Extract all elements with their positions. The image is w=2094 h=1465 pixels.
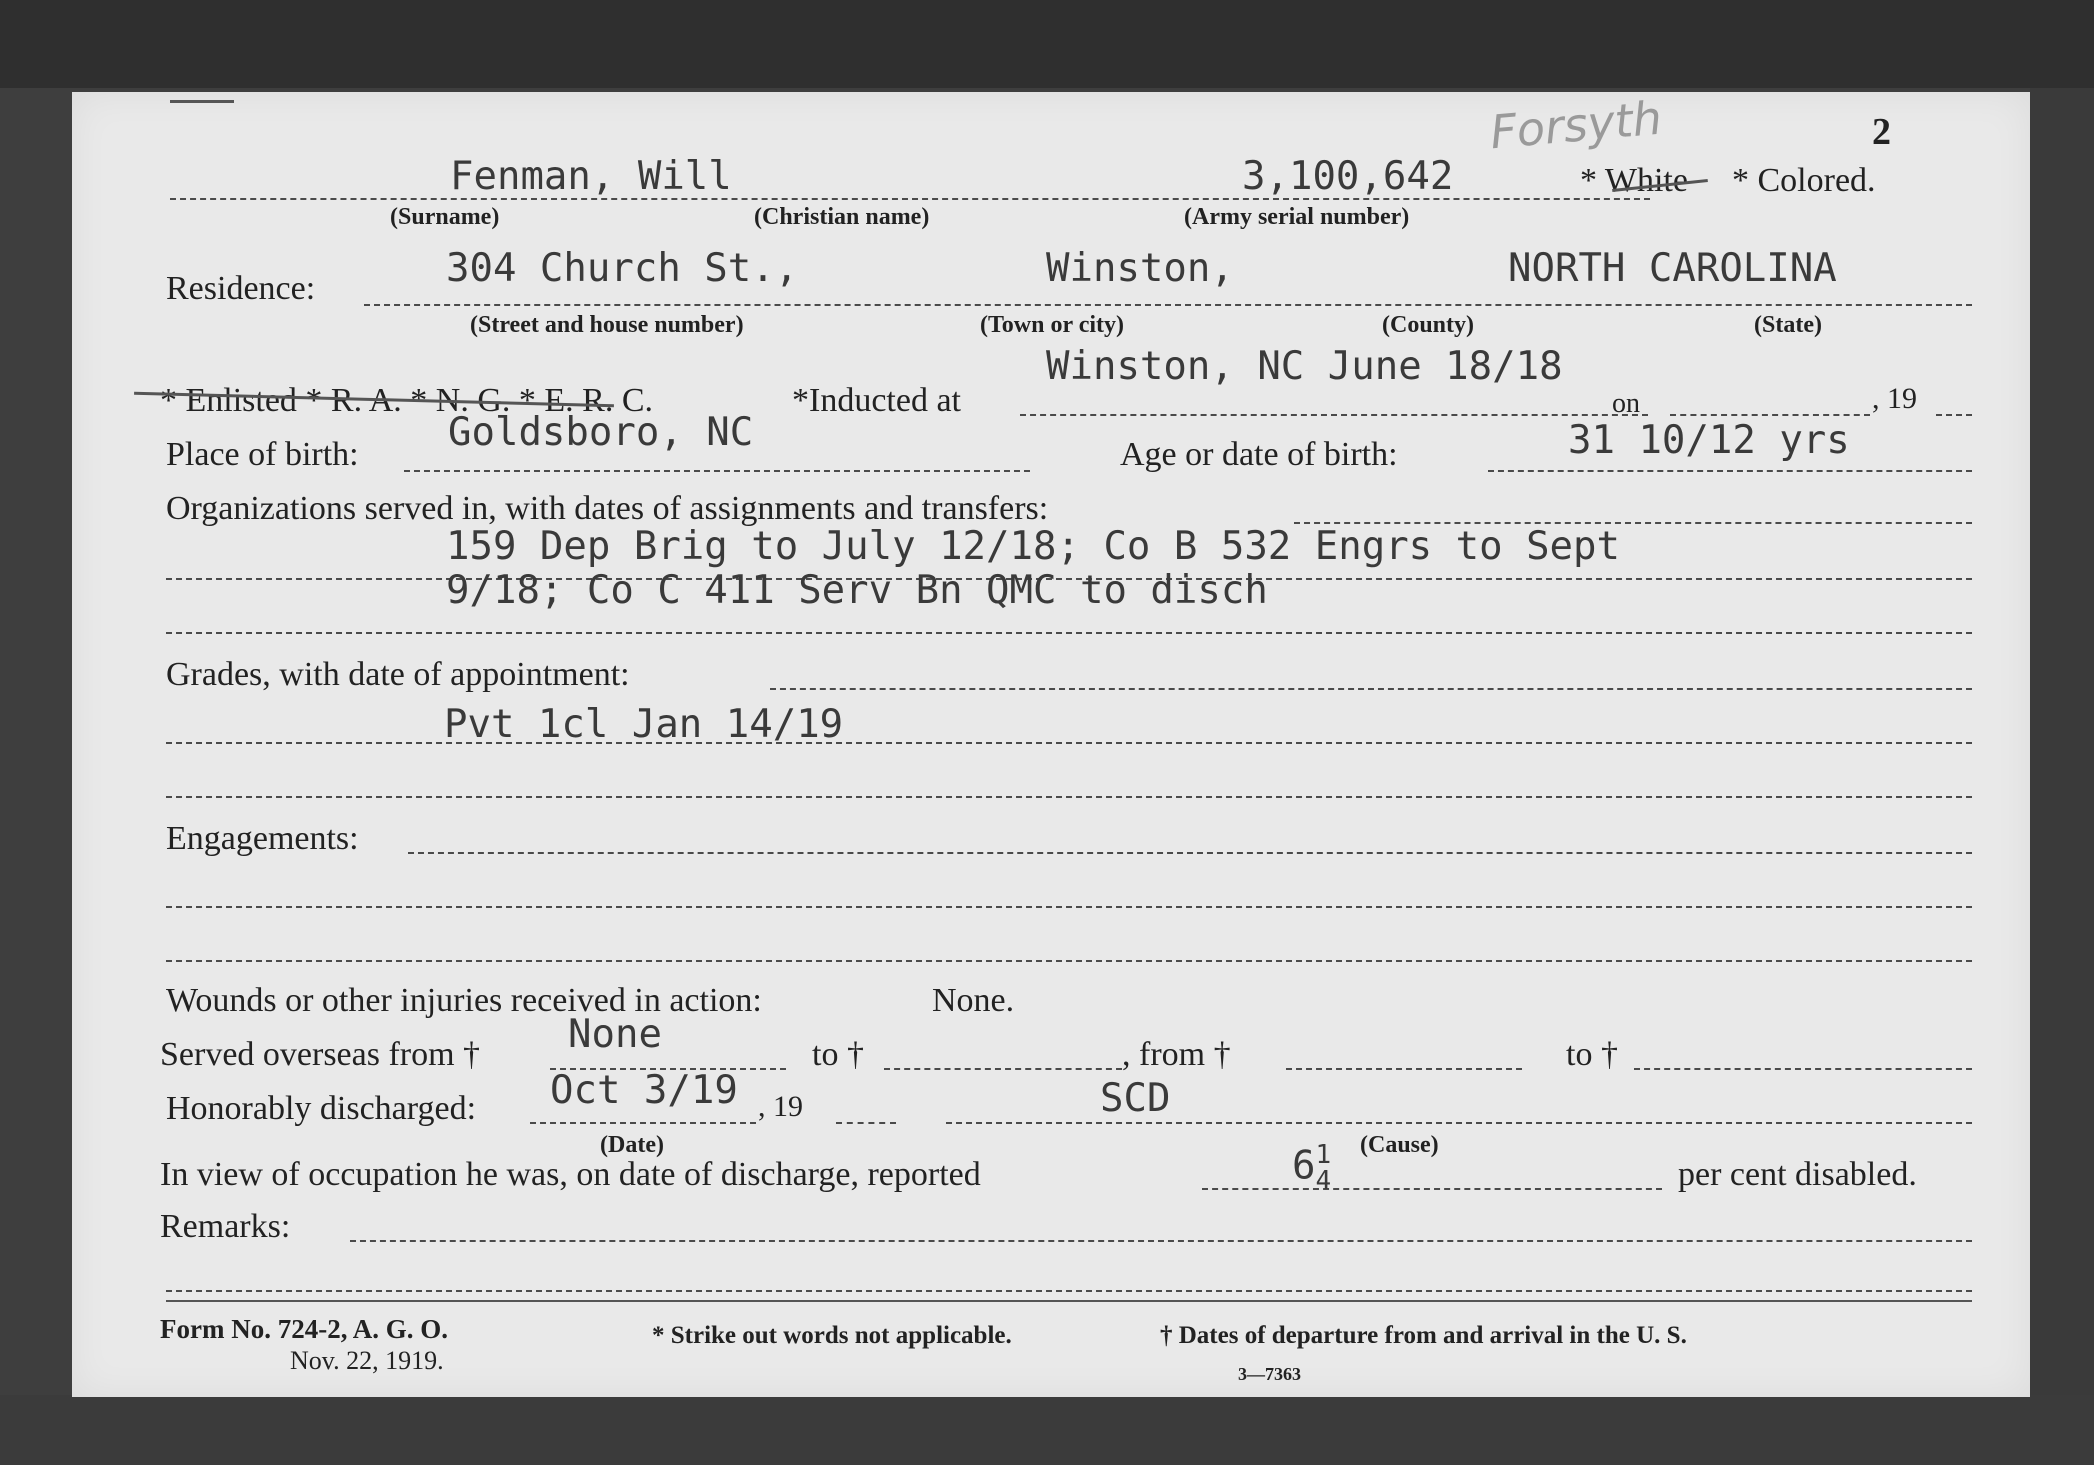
overseas-to-line-1	[884, 1068, 1122, 1070]
grades-line-2	[166, 796, 1972, 798]
enlist-year-line	[1936, 414, 1972, 416]
dates-note: † Dates of departure from and arrival in the U. S.	[1160, 1322, 1687, 1349]
grades-label: Grades, with date of appointment:	[166, 656, 630, 693]
top-rule	[170, 100, 234, 103]
overseas-to-line-2	[1634, 1068, 1972, 1070]
race-white: * White	[1580, 162, 1688, 199]
caption-date: (Date)	[600, 1132, 664, 1158]
engagements-line-0	[408, 852, 1972, 854]
inducted-line	[1020, 414, 1648, 416]
place-of-birth-label: Place of birth:	[166, 436, 359, 473]
scan-background-bottom	[0, 1395, 2094, 1465]
wounds-label: Wounds or other injuries received in action:	[166, 982, 762, 1019]
org-line-2	[166, 632, 1972, 634]
race-colored: * Colored.	[1732, 162, 1876, 199]
disability-label: In view of occupation he was, on date of discharge, reported	[160, 1156, 981, 1193]
remarks-line-1	[166, 1290, 1972, 1292]
grades-line-1	[166, 742, 1972, 744]
inducted-label: *Inducted at	[792, 382, 961, 419]
disability-suffix: per cent disabled.	[1678, 1156, 1917, 1193]
age-label: Age or date of birth:	[1120, 436, 1398, 473]
overseas-from-line-2	[1286, 1068, 1522, 1070]
grades-line-0	[770, 688, 1972, 690]
caption-serial: (Army serial number)	[1184, 204, 1410, 230]
disability-fraction	[1315, 1142, 1331, 1194]
disability-whole: 6	[1292, 1143, 1316, 1189]
grades-value: Pvt 1cl Jan 14/19	[444, 702, 844, 747]
birth-place-line	[404, 470, 1030, 472]
on-line	[1670, 414, 1870, 416]
disability-denominator: 4	[1315, 1166, 1332, 1196]
engagements-line-2	[166, 960, 1972, 962]
card-number: 2	[1872, 111, 1891, 153]
discharge-date-line	[530, 1122, 756, 1124]
remarks-line-0	[350, 1240, 1972, 1242]
form-number: Form No. 724-2, A. G. O.	[160, 1314, 448, 1344]
organizations-line-1: 159 Dep Brig to July 12/18; Co B 532 Engrs to Sept	[446, 524, 1620, 569]
caption-county: (County)	[1382, 312, 1475, 338]
disability-line	[1202, 1188, 1662, 1190]
caption-christian: (Christian name)	[754, 204, 930, 230]
discharge-date-value: Oct 3/19	[550, 1068, 738, 1113]
on-label: on	[1612, 388, 1640, 419]
overseas-from-2: , from †	[1122, 1036, 1231, 1073]
discharge-year-line	[836, 1122, 896, 1124]
inducted-value: Winston, NC June 18/18	[1046, 344, 1563, 389]
form-date: Nov. 22, 1919.	[290, 1346, 444, 1375]
organizations-label: Organizations served in, with dates of assignments and transfers:	[166, 490, 1049, 527]
service-record-card	[72, 92, 2030, 1397]
county-handwritten: Forsyth	[1487, 90, 1664, 160]
overseas-to-2: to †	[1566, 1036, 1618, 1073]
caption-town: (Town or city)	[980, 312, 1124, 338]
engagements-label: Engagements:	[166, 820, 359, 857]
discharge-cause-value: SCD	[1100, 1076, 1171, 1121]
town-value: Winston,	[1046, 246, 1234, 291]
disability-value	[1292, 1142, 1331, 1194]
residence-label: Residence:	[166, 270, 316, 307]
serial-number-value: 3,100,642	[1242, 154, 1454, 199]
enlist-year-label: , 19	[1872, 382, 1917, 415]
caption-cause: (Cause)	[1360, 1132, 1439, 1158]
enlistment-struck-options: * Enlisted * R. A. * N. G. * E. R. C.	[160, 382, 654, 419]
strike-out-note: * Strike out words not applicable.	[652, 1322, 1012, 1349]
overseas-from-value: None	[568, 1012, 662, 1057]
remarks-label: Remarks:	[160, 1208, 291, 1245]
scan-background-right	[2030, 88, 2094, 1398]
age-line	[1488, 470, 1972, 472]
discharge-label: Honorably discharged:	[166, 1090, 477, 1127]
overseas-label: Served overseas from †	[160, 1036, 481, 1073]
caption-surname: (Surname)	[390, 204, 500, 230]
age-value: 31 10/12 yrs	[1568, 418, 1850, 463]
organizations-line-2: 9/18; Co C 411 Serv Bn QMC to disch	[446, 568, 1268, 613]
scan-background-top	[0, 0, 2094, 88]
wounds-value: None.	[932, 982, 1015, 1019]
caption-street: (Street and house number)	[470, 312, 744, 338]
remarks-rule	[166, 1300, 1972, 1302]
discharge-cause-line	[946, 1122, 1972, 1124]
birth-place-value: Goldsboro, NC	[448, 410, 754, 455]
engagements-line-1	[166, 906, 1972, 908]
state-value: NORTH CAROLINA	[1508, 246, 1837, 291]
overseas-to-1: to †	[812, 1036, 864, 1073]
discharge-year-label: , 19	[758, 1090, 803, 1123]
caption-state: (State)	[1754, 312, 1822, 338]
disability-numerator: 1	[1315, 1140, 1332, 1170]
residence-line	[364, 304, 1972, 306]
surname-value: Fenman, Will	[450, 154, 732, 199]
print-code: 3—7363	[1238, 1364, 1301, 1384]
street-value: 304 Church St.,	[446, 246, 799, 291]
